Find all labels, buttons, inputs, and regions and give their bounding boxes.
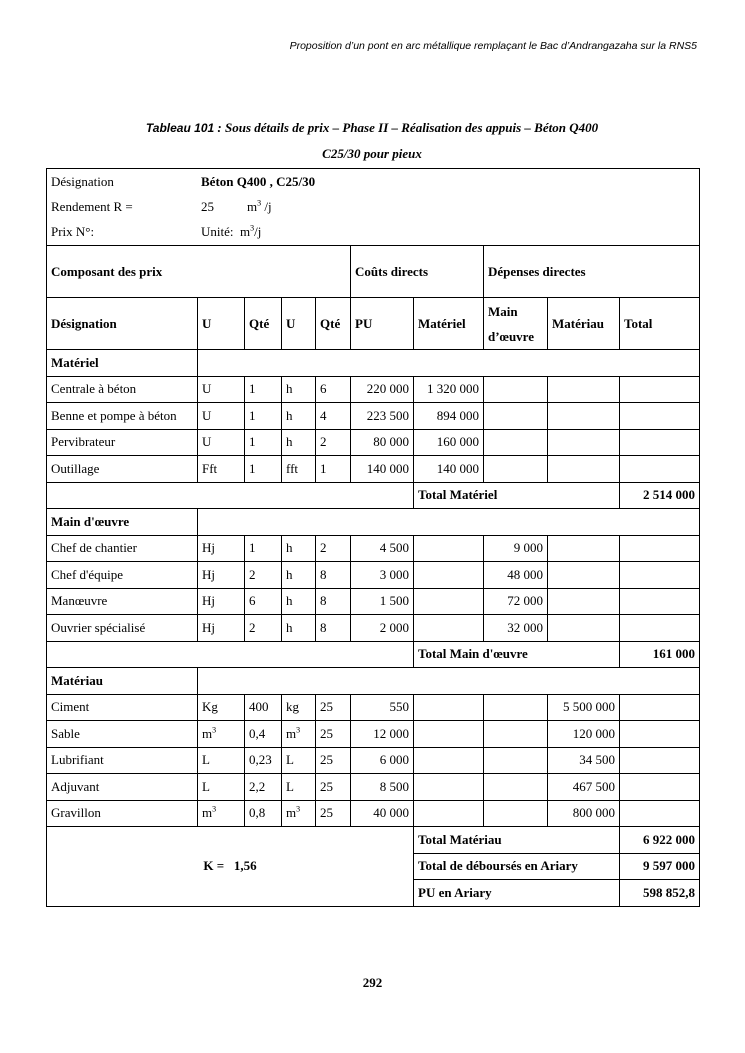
row-quantity: 2 xyxy=(245,615,282,642)
row-pu: 140 000 xyxy=(351,456,414,483)
row-designation: Outillage xyxy=(47,456,198,483)
row-quantity-2: 2 xyxy=(316,535,351,562)
row-unit-2 xyxy=(282,694,316,721)
row-materiel xyxy=(414,721,484,748)
row-materiel: 894 000 xyxy=(414,403,484,430)
row-unit-2: h xyxy=(282,376,316,403)
rendement-unit-suffix: /j xyxy=(261,199,272,214)
caption-title-line1: Sous détails de prix – Phase II – Réalisation des appuis – Béton Q400 xyxy=(225,120,599,135)
row-unit xyxy=(198,774,245,801)
row-materiau xyxy=(548,535,620,562)
row-designation: Chef d'équipe xyxy=(47,562,198,589)
row-unit-base: L xyxy=(202,778,210,794)
section-title-materiau: Matériau xyxy=(47,668,198,695)
row-quantity-2: 25 xyxy=(316,721,351,748)
row-pu: 223 500 xyxy=(351,403,414,430)
row-unit-2: h xyxy=(282,588,316,615)
row-pu: 40 000 xyxy=(351,800,414,827)
row-unit xyxy=(198,694,245,721)
total-value-main-oeuvre: 161 000 xyxy=(620,641,700,668)
row-pu: 80 000 xyxy=(351,429,414,456)
row-materiau: 467 500 xyxy=(548,774,620,801)
row-quantity: 1 xyxy=(245,535,282,562)
row-pu: 220 000 xyxy=(351,376,414,403)
row-quantity-2: 6 xyxy=(316,376,351,403)
row-total xyxy=(620,588,700,615)
row-unit: Hj xyxy=(198,615,245,642)
row-quantity: 0,23 xyxy=(245,747,282,774)
row-unit-2-exponent: 3 xyxy=(296,725,301,735)
row-unit: U xyxy=(198,403,245,430)
row-quantity-2: 2 xyxy=(316,429,351,456)
row-materiau: 800 000 xyxy=(548,800,620,827)
row-total xyxy=(620,800,700,827)
prix-label: Prix N°: xyxy=(51,224,95,239)
row-total xyxy=(620,562,700,589)
row-designation: Benne et pompe à béton xyxy=(47,403,198,430)
row-unit-2: fft xyxy=(282,456,316,483)
pu-label: PU en Ariary xyxy=(414,880,620,907)
row-quantity-2: 8 xyxy=(316,588,351,615)
designation-info-row xyxy=(51,170,695,195)
row-materiau: 5 500 000 xyxy=(548,694,620,721)
total-row-blank xyxy=(47,482,414,509)
row-materiel xyxy=(414,800,484,827)
row-unit-2-base: kg xyxy=(286,699,299,715)
row-total xyxy=(620,774,700,801)
row-total xyxy=(620,376,700,403)
row-materiel: 160 000 xyxy=(414,429,484,456)
row-unit-base: m xyxy=(202,805,213,821)
row-unit-2-exponent: 3 xyxy=(296,804,301,814)
row-materiau xyxy=(548,615,620,642)
row-materiau xyxy=(548,562,620,589)
row-designation: Lubrifiant xyxy=(47,747,198,774)
section-title-materiel: Matériel xyxy=(47,350,198,377)
row-unit xyxy=(198,800,245,827)
row-materiel xyxy=(414,562,484,589)
unite-suffix: /j xyxy=(254,224,262,239)
section-title-filler xyxy=(198,668,700,695)
row-materiel xyxy=(414,774,484,801)
total-label-materiau: Total Matériau xyxy=(414,827,620,854)
header-main-oeuvre: Main d’œuvre xyxy=(484,298,548,350)
pu-value: 598 852,8 xyxy=(620,880,700,907)
rendement-value: 25 xyxy=(201,199,214,214)
row-quantity: 2 xyxy=(245,562,282,589)
caption-title-line2: C25/30 pour pieux xyxy=(322,146,422,161)
row-quantity-2: 1 xyxy=(316,456,351,483)
row-materiau xyxy=(548,376,620,403)
row-quantity-2: 8 xyxy=(316,615,351,642)
unite-cell xyxy=(201,220,695,245)
k-label: K = xyxy=(203,858,225,874)
row-pu: 4 500 xyxy=(351,535,414,562)
total-row-materiau xyxy=(47,827,700,854)
row-designation: Ciment xyxy=(47,694,198,721)
k-value: 1,56 xyxy=(233,858,257,874)
row-unit xyxy=(198,747,245,774)
header-designation: Désignation xyxy=(47,298,198,350)
row-designation: Sable xyxy=(47,721,198,748)
table-row xyxy=(47,774,700,801)
row-quantity-2: 25 xyxy=(316,694,351,721)
table-row xyxy=(47,588,700,615)
row-designation: Manœuvre xyxy=(47,588,198,615)
row-quantity: 2,2 xyxy=(245,774,282,801)
table-row xyxy=(47,800,700,827)
total-row-main-oeuvre xyxy=(47,641,700,668)
row-designation: Adjuvant xyxy=(47,774,198,801)
total-row-materiel xyxy=(47,482,700,509)
row-total xyxy=(620,615,700,642)
row-quantity: 0,8 xyxy=(245,800,282,827)
section-title-row-main-oeuvre xyxy=(47,509,700,536)
info-block xyxy=(51,170,695,245)
table-caption xyxy=(46,115,698,167)
row-total xyxy=(620,535,700,562)
row-main-oeuvre xyxy=(484,721,548,748)
row-unit-2: h xyxy=(282,403,316,430)
total-label-materiel: Total Matériel xyxy=(414,482,620,509)
row-designation: Chef de chantier xyxy=(47,535,198,562)
row-pu: 8 500 xyxy=(351,774,414,801)
table-row xyxy=(47,403,700,430)
header-row-1 xyxy=(47,246,700,298)
section-title-main-oeuvre: Main d'œuvre xyxy=(47,509,198,536)
row-main-oeuvre: 9 000 xyxy=(484,535,548,562)
row-pu: 6 000 xyxy=(351,747,414,774)
row-quantity-2: 25 xyxy=(316,747,351,774)
row-quantity-2: 4 xyxy=(316,403,351,430)
row-quantity: 1 xyxy=(245,376,282,403)
row-quantity-2: 8 xyxy=(316,562,351,589)
header-unit-2: U xyxy=(282,298,316,350)
row-pu: 1 500 xyxy=(351,588,414,615)
row-main-oeuvre xyxy=(484,800,548,827)
header-row-2 xyxy=(47,298,700,350)
row-unit-exponent: 3 xyxy=(212,725,217,735)
row-unit-2: h xyxy=(282,535,316,562)
table-row xyxy=(47,535,700,562)
row-unit: Hj xyxy=(198,535,245,562)
row-designation: Ouvrier spécialisé xyxy=(47,615,198,642)
row-pu: 550 xyxy=(351,694,414,721)
row-unit-2-base: m xyxy=(286,725,297,741)
rendement-unit xyxy=(247,195,695,220)
row-main-oeuvre: 32 000 xyxy=(484,615,548,642)
row-materiau xyxy=(548,456,620,483)
row-designation: Pervibrateur xyxy=(47,429,198,456)
row-unit-2 xyxy=(282,800,316,827)
total-value-materiel: 2 514 000 xyxy=(620,482,700,509)
section-title-filler xyxy=(198,509,700,536)
table-row xyxy=(47,429,700,456)
header-quantity: Qté xyxy=(245,298,282,350)
row-materiel: 140 000 xyxy=(414,456,484,483)
row-unit-base: m xyxy=(202,725,213,741)
unite-value: m xyxy=(240,224,251,239)
row-unit-2 xyxy=(282,721,316,748)
row-unit-2 xyxy=(282,747,316,774)
row-unit-base: L xyxy=(202,752,210,768)
unite-label: Unité: xyxy=(201,224,234,239)
total-value-materiau: 6 922 000 xyxy=(620,827,700,854)
row-unit-2 xyxy=(282,774,316,801)
row-total xyxy=(620,721,700,748)
row-total xyxy=(620,747,700,774)
row-materiel xyxy=(414,747,484,774)
row-quantity: 0,4 xyxy=(245,721,282,748)
header-couts-directs: Coûts directs xyxy=(351,246,484,298)
total-label-main-oeuvre: Total Main d'œuvre xyxy=(414,641,620,668)
table-row xyxy=(47,615,700,642)
row-unit-2: h xyxy=(282,615,316,642)
row-pu: 3 000 xyxy=(351,562,414,589)
row-quantity: 6 xyxy=(245,588,282,615)
row-materiel xyxy=(414,588,484,615)
table-row xyxy=(47,747,700,774)
k-coefficient-cell xyxy=(47,827,414,907)
row-main-oeuvre xyxy=(484,774,548,801)
row-designation: Centrale à béton xyxy=(47,376,198,403)
row-unit: Hj xyxy=(198,562,245,589)
row-total xyxy=(620,694,700,721)
header-unit: U xyxy=(198,298,245,350)
header-composant: Composant des prix xyxy=(47,246,351,298)
header-materiel: Matériel xyxy=(414,298,484,350)
rendement-unit-base: m xyxy=(247,199,258,214)
row-unit: Hj xyxy=(198,588,245,615)
row-main-oeuvre xyxy=(484,456,548,483)
rendement-label: Rendement R = xyxy=(51,199,133,214)
row-designation: Gravillon xyxy=(47,800,198,827)
prix-info-row xyxy=(51,220,695,245)
debourses-label: Total de déboursés en Ariary xyxy=(414,853,620,880)
header-materiau: Matériau xyxy=(548,298,620,350)
row-unit xyxy=(198,721,245,748)
row-materiau xyxy=(548,429,620,456)
row-unit-2-base: L xyxy=(286,752,294,768)
row-main-oeuvre: 72 000 xyxy=(484,588,548,615)
row-materiel: 1 320 000 xyxy=(414,376,484,403)
section-title-row-materiau xyxy=(47,668,700,695)
row-materiau xyxy=(548,588,620,615)
row-main-oeuvre xyxy=(484,694,548,721)
row-unit-exponent: 3 xyxy=(212,804,217,814)
row-quantity: 1 xyxy=(245,403,282,430)
row-unit-2: h xyxy=(282,562,316,589)
row-materiel xyxy=(414,535,484,562)
row-quantity-2: 25 xyxy=(316,800,351,827)
row-total xyxy=(620,429,700,456)
rendement-unit-exponent: 3 xyxy=(257,198,262,208)
section-title-row-materiel xyxy=(47,350,700,377)
table-row xyxy=(47,721,700,748)
row-quantity: 1 xyxy=(245,456,282,483)
header-pu: PU xyxy=(351,298,414,350)
table-row xyxy=(47,694,700,721)
row-quantity-2: 25 xyxy=(316,774,351,801)
row-unit-2-base: m xyxy=(286,805,297,821)
info-block-row xyxy=(47,169,700,246)
designation-value: Béton Q400 , C25/30 xyxy=(201,174,316,189)
caption-lead: Tableau 101 xyxy=(145,121,215,135)
row-quantity: 1 xyxy=(245,429,282,456)
running-header: Proposition d’un pont en arc métallique remplaçant le Bac d’Andrangazaha sur la RNS5 xyxy=(289,40,697,52)
table-row xyxy=(47,562,700,589)
unite-exponent: 3 xyxy=(250,223,255,233)
caption-separator: : xyxy=(214,120,226,135)
row-pu: 12 000 xyxy=(351,721,414,748)
page-number: 292 xyxy=(362,975,383,990)
row-total xyxy=(620,456,700,483)
row-materiau xyxy=(548,403,620,430)
rendement-info-row xyxy=(51,195,695,220)
row-materiel xyxy=(414,615,484,642)
row-main-oeuvre xyxy=(484,429,548,456)
section-title-filler xyxy=(198,350,700,377)
table-row xyxy=(47,456,700,483)
total-row-blank xyxy=(47,641,414,668)
row-main-oeuvre: 48 000 xyxy=(484,562,548,589)
row-unit: Fft xyxy=(198,456,245,483)
row-main-oeuvre xyxy=(484,747,548,774)
row-materiel xyxy=(414,694,484,721)
designation-label: Désignation xyxy=(51,174,114,189)
row-main-oeuvre xyxy=(484,403,548,430)
row-unit: U xyxy=(198,429,245,456)
header-quantity-2: Qté xyxy=(316,298,351,350)
price-breakdown-table xyxy=(46,168,700,907)
row-unit-base: Kg xyxy=(202,699,218,715)
table-row xyxy=(47,376,700,403)
row-pu: 2 000 xyxy=(351,615,414,642)
row-unit-2-base: L xyxy=(286,778,294,794)
row-total xyxy=(620,403,700,430)
row-main-oeuvre xyxy=(484,376,548,403)
header-total: Total xyxy=(620,298,700,350)
header-depenses-directes: Dépenses directes xyxy=(484,246,700,298)
row-materiau: 120 000 xyxy=(548,721,620,748)
row-unit: U xyxy=(198,376,245,403)
debourses-value: 9 597 000 xyxy=(620,853,700,880)
row-materiau: 34 500 xyxy=(548,747,620,774)
row-unit-2: h xyxy=(282,429,316,456)
row-quantity: 400 xyxy=(245,694,282,721)
